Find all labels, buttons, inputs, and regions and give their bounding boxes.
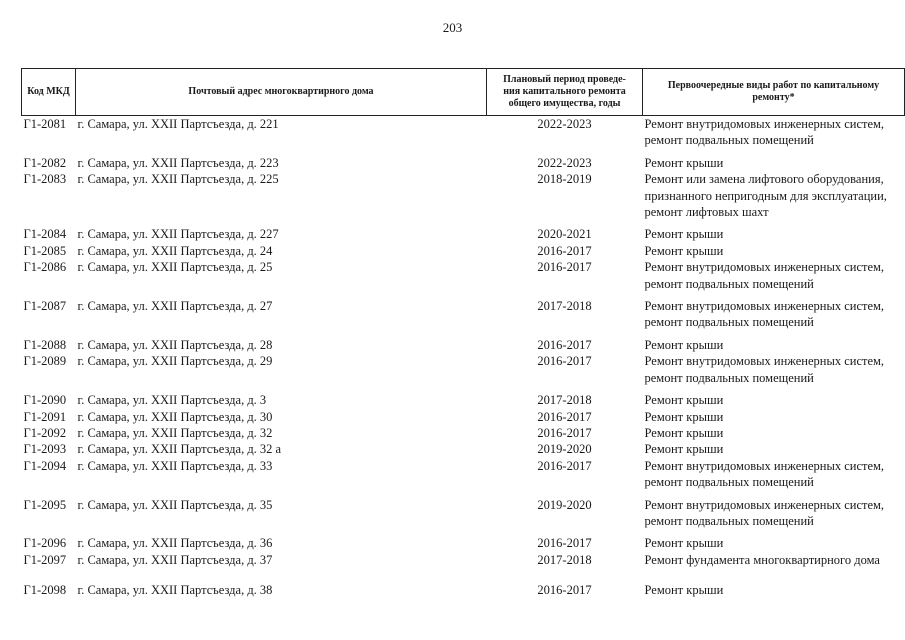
cell-works <box>643 116 905 149</box>
work-item-line: Ремонт фундамента многоквартирного дома <box>644 552 880 567</box>
table-row <box>22 568 905 598</box>
cell-works <box>643 441 905 457</box>
table-row <box>22 171 905 220</box>
cell-address: г. Самара, ул. XXII Партсъезда, д. 221 <box>77 117 279 131</box>
cell-address: г. Самара, ул. XXII Партсъезда, д. 25 <box>77 260 273 275</box>
cell-address: г. Самара, ул. XXII Партсъезда, д. 38 <box>77 583 273 598</box>
cell-period: 2017-2018 <box>537 552 592 567</box>
table-header <box>22 69 905 116</box>
table-row <box>22 259 905 292</box>
cell-works <box>643 353 905 386</box>
cell-code: Г1-2092 <box>23 425 67 440</box>
cell-works <box>643 259 905 292</box>
cell-works <box>643 458 905 491</box>
cell-period: 2022-2023 <box>537 155 592 170</box>
cell-code: Г1-2088 <box>23 337 67 352</box>
work-item-line: Ремонт внутридомовых инженерных систем, <box>644 458 885 473</box>
cell-works <box>643 292 905 331</box>
table-row <box>22 292 905 331</box>
cell-works <box>643 529 905 551</box>
header-row <box>22 69 905 116</box>
cell-code: Г1-2094 <box>23 458 67 473</box>
work-item-line: признанного непригодным для эксплуатации, <box>644 188 887 203</box>
header-address: Почтовый адрес многоквартирного дома <box>76 69 487 116</box>
cell-address: г. Самара, ул. XXII Партсъезда, д. 37 <box>77 552 273 567</box>
repair-register-table <box>21 68 905 599</box>
cell-address: г. Самара, ул. XXII Партсъезда, д. 28 <box>77 337 273 352</box>
table-row <box>22 220 905 242</box>
header-period: Плановый период проведе- ния капитального ремонта общего имущества, годы <box>487 69 643 116</box>
header-works: Первоочередные виды работ по капитальному ремонту* <box>643 69 905 116</box>
table-row <box>22 441 905 457</box>
work-item-line: ремонт подвальных помещений <box>644 315 814 330</box>
cell-address: г. Самара, ул. XXII Партсъезда, д. 30 <box>77 409 273 424</box>
cell-period: 2020-2021 <box>537 227 592 242</box>
cell-period: 2016-2017 <box>537 458 592 473</box>
cell-address: г. Самара, ул. XXII Партсъезда, д. 32 <box>77 425 273 440</box>
work-item-line: Ремонт внутридомовых инженерных систем, <box>644 299 885 314</box>
cell-code: Г1-2090 <box>23 393 67 408</box>
table-row <box>22 491 905 530</box>
table-row <box>22 386 905 408</box>
cell-address: г. Самара, ул. XXII Партсъезда, д. 3 <box>77 393 267 408</box>
cell-code: Г1-2081 <box>23 117 67 131</box>
cell-address: г. Самара, ул. XXII Партсъезда, д. 227 <box>77 227 279 242</box>
work-item-line: Ремонт внутридомовых инженерных систем, <box>644 260 885 275</box>
cell-period: 2019-2020 <box>537 497 592 512</box>
cell-code: Г1-2096 <box>23 536 67 551</box>
cell-works <box>643 171 905 220</box>
work-item-line: Ремонт крыши <box>644 442 724 457</box>
cell-code: Г1-2086 <box>23 260 67 275</box>
cell-code: Г1-2082 <box>23 155 67 170</box>
work-item-line: Ремонт крыши <box>644 337 724 352</box>
table-row <box>22 552 905 568</box>
cell-works <box>643 425 905 441</box>
cell-period: 2016-2017 <box>537 425 592 440</box>
cell-code: Г1-2098 <box>23 583 67 598</box>
work-item-line: Ремонт крыши <box>644 409 724 424</box>
work-item-line: Ремонт внутридомовых инженерных систем, <box>644 354 885 369</box>
cell-address: г. Самара, ул. XXII Партсъезда, д. 223 <box>77 155 279 170</box>
table-row <box>22 529 905 551</box>
work-item-line: ремонт подвальных помещений <box>644 370 814 385</box>
cell-works <box>643 568 905 598</box>
table-row <box>22 409 905 425</box>
table-body <box>22 116 905 599</box>
work-item-line: ремонт подвальных помещений <box>644 133 814 148</box>
cell-period: 2016-2017 <box>537 243 592 258</box>
cell-works <box>643 491 905 530</box>
cell-code: Г1-2083 <box>23 172 67 187</box>
cell-address: г. Самара, ул. XXII Партсъезда, д. 35 <box>77 497 273 512</box>
work-item-line: Ремонт крыши <box>644 227 724 242</box>
work-item-line: Ремонт крыши <box>644 536 724 551</box>
work-item-line: Ремонт крыши <box>644 393 724 408</box>
table-row <box>22 458 905 491</box>
work-item-line: Ремонт внутридомовых инженерных систем, <box>644 117 885 131</box>
table-row <box>22 243 905 259</box>
work-item-line: Ремонт внутридомовых инженерных систем, <box>644 497 885 512</box>
header-code: Код МКД <box>22 69 76 116</box>
cell-period: 2018-2019 <box>537 172 592 187</box>
work-item-line: ремонт подвальных помещений <box>644 513 814 528</box>
cell-address: г. Самара, ул. XXII Партсъезда, д. 32 а <box>77 442 282 457</box>
work-item-line: Ремонт или замена лифтового оборудования, <box>644 172 884 187</box>
cell-code: Г1-2093 <box>23 442 67 457</box>
cell-period: 2016-2017 <box>537 260 592 275</box>
work-item-line: Ремонт крыши <box>644 155 724 170</box>
cell-works <box>643 220 905 242</box>
cell-address: г. Самара, ул. XXII Партсъезда, д. 29 <box>77 354 273 369</box>
table-row <box>22 425 905 441</box>
cell-address: г. Самара, ул. XXII Партсъезда, д. 27 <box>77 299 273 314</box>
cell-code: Г1-2089 <box>23 354 67 369</box>
cell-period: 2016-2017 <box>537 337 592 352</box>
cell-works <box>643 243 905 259</box>
cell-period: 2017-2018 <box>537 299 592 314</box>
cell-address: г. Самара, ул. XXII Партсъезда, д. 24 <box>77 243 273 258</box>
cell-code: Г1-2097 <box>23 552 67 567</box>
cell-address: г. Самара, ул. XXII Партсъезда, д. 36 <box>77 536 273 551</box>
cell-period: 2022-2023 <box>537 117 592 131</box>
work-item-line: ремонт подвальных помещений <box>644 276 814 291</box>
cell-code: Г1-2091 <box>23 409 67 424</box>
table-row <box>22 331 905 353</box>
cell-address: г. Самара, ул. XXII Партсъезда, д. 33 <box>77 458 273 473</box>
cell-code: Г1-2087 <box>23 299 67 314</box>
cell-period: 2016-2017 <box>537 583 592 598</box>
work-item-line: Ремонт крыши <box>644 243 724 258</box>
cell-period: 2017-2018 <box>537 393 592 408</box>
cell-works <box>643 149 905 171</box>
table-row <box>22 353 905 386</box>
work-item-line: ремонт лифтовых шахт <box>644 205 769 220</box>
cell-works <box>643 386 905 408</box>
cell-works <box>643 409 905 425</box>
cell-code: Г1-2085 <box>23 243 67 258</box>
cell-period: 2019-2020 <box>537 442 592 457</box>
cell-period: 2016-2017 <box>537 536 592 551</box>
cell-works <box>643 331 905 353</box>
work-item-line: ремонт подвальных помещений <box>644 475 814 490</box>
cell-address: г. Самара, ул. XXII Партсъезда, д. 225 <box>77 172 279 187</box>
page-number: 203 <box>442 20 463 35</box>
cell-code: Г1-2095 <box>23 497 67 512</box>
cell-works <box>643 552 905 568</box>
table-row <box>22 149 905 171</box>
table-row <box>22 116 905 149</box>
cell-period: 2016-2017 <box>537 409 592 424</box>
cell-code: Г1-2084 <box>23 227 67 242</box>
work-item-line: Ремонт крыши <box>644 583 724 598</box>
cell-period: 2016-2017 <box>537 354 592 369</box>
work-item-line: Ремонт крыши <box>644 425 724 440</box>
